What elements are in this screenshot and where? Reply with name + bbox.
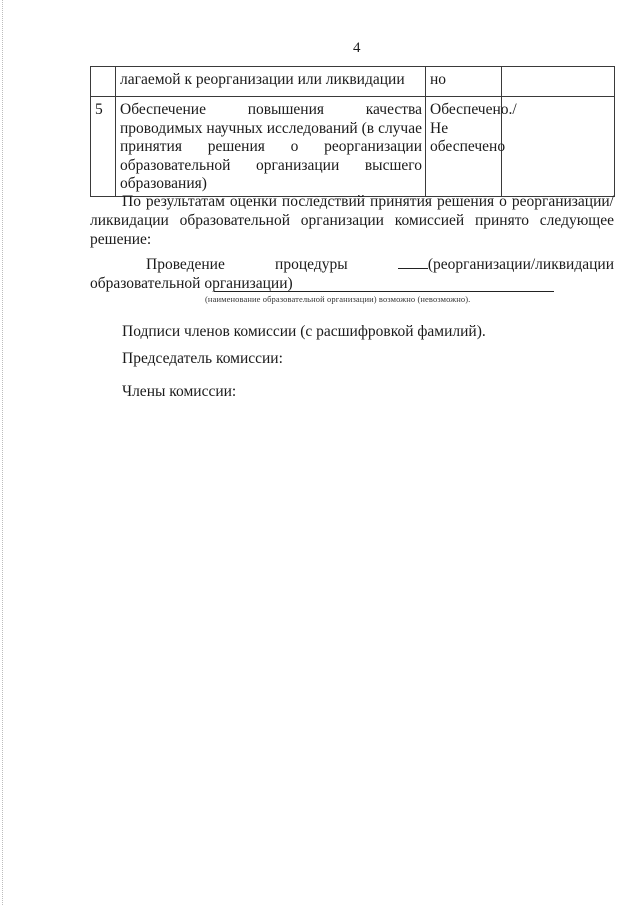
- criteria-table: [90, 66, 615, 197]
- conclusion-paragraph: По результатам оценки последствий принятия решения о реорганизации/ликвидации образовательной организации комиссией принято следующее решение:: [90, 193, 614, 248]
- criterion-text: лагаемой к реорганизации или ликвидации: [116, 67, 426, 97]
- chairman-label: Председатель комиссии:: [122, 350, 283, 367]
- procedure-caption: (наименование образовательной организации) возможно (невозможно).: [205, 294, 471, 304]
- procedure-blank: [398, 258, 428, 269]
- procedure-suffix: (реорганизации/ликвидации образовательной организации): [90, 256, 614, 292]
- organization-name-line: [214, 291, 554, 292]
- criterion-note: [502, 97, 615, 197]
- members-label: Члены комиссии:: [122, 383, 237, 400]
- signatures-intro: Подписи членов комиссии (с расшифровкой фамилий).: [122, 323, 486, 340]
- table-row: [91, 67, 615, 97]
- page-number: 4: [353, 40, 361, 56]
- row-number: [91, 67, 116, 97]
- scan-edge: [2, 0, 4, 905]
- criterion-status: но: [426, 67, 502, 97]
- table-row: [91, 97, 615, 197]
- row-number: 5: [91, 97, 116, 197]
- criterion-status: Обеспечено./Не обеспечено: [426, 97, 502, 197]
- procedure-paragraph: [90, 255, 614, 293]
- criterion-text: Обеспечение повышения качества проводимых научных исследований (в случае принятия решения о реорганизации образовательной организации высшего образования): [116, 97, 426, 197]
- procedure-prefix: Проведение процедуры: [146, 256, 348, 273]
- criterion-note: [502, 67, 615, 97]
